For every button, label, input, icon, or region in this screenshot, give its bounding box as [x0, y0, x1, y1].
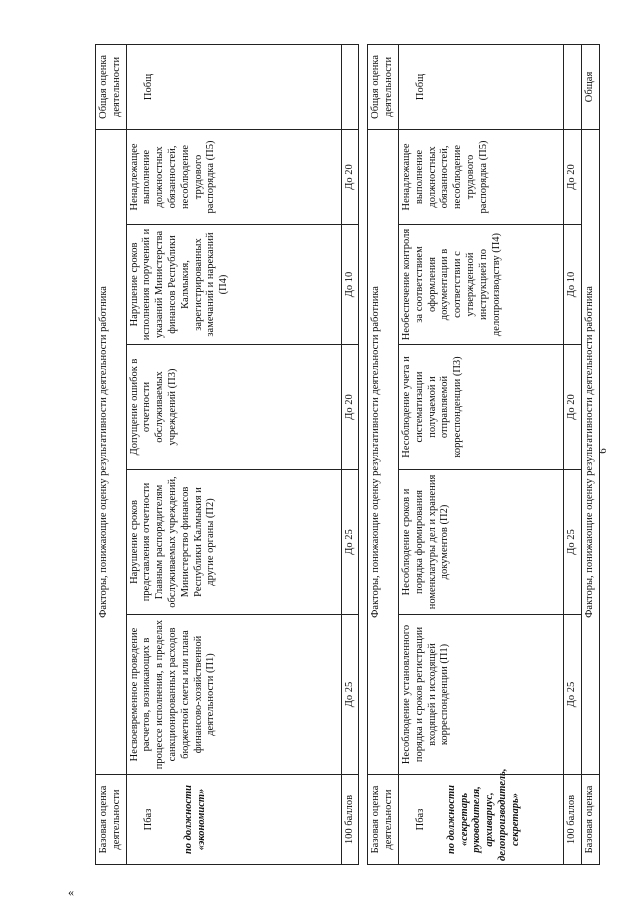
factor-p2: Нарушение сроков представления отчетности Главным распорядителям обслуживаемых учреждений, Министерство финансов Республики Калмыкия и другие органы (П2) [126, 470, 341, 615]
total-header: Общая оценка деятельности [368, 44, 399, 129]
evaluation-table-economist [95, 44, 359, 865]
value-p4: До 10 [563, 225, 581, 345]
base-label: Пбаз [414, 808, 426, 831]
value-p4: До 10 [341, 225, 359, 345]
factor-p1: Несвоевременное проведение расчетов, возникающих в процессе исполнения, в пределах санкционированных расходов бюджетной сметы или плана финансово-хозяйственной деятельности (П1) [126, 615, 341, 775]
total-header: Общая оценка деятельности [96, 44, 127, 129]
base-value: 100 баллов [563, 775, 581, 865]
value-p1: До 25 [563, 615, 581, 775]
factor-p2: Несоблюдение сроков и порядка формирования номенклатуры дел и хранения документов (П2) [398, 470, 563, 615]
total-label: Побщ [142, 73, 154, 101]
base-header: Базовая оценка деятельности [96, 775, 127, 865]
factor-p1: Несоблюдение установленного порядка и сроков регистрации входящей и исходящей корреспонденции (П1) [398, 615, 563, 775]
factors-header: Факторы, понижающие оценку результативности деятельности работника [96, 129, 127, 774]
factor-p3: Допущение ошибок в отчетности обслуживаемых учреждений (П3) [126, 345, 341, 470]
value-total [563, 44, 581, 129]
next-base-header: Базовая оценка [581, 775, 599, 865]
quote-mark: « [68, 885, 74, 899]
next-total-header: Общая [581, 44, 599, 129]
value-p5: До 20 [341, 129, 359, 224]
base-value: 100 баллов [341, 775, 359, 865]
total-cell [398, 44, 563, 129]
total-label: Побщ [414, 73, 426, 101]
base-header: Базовая оценка деятельности [368, 775, 399, 865]
factor-p4: Нарушение сроков исполнения поручений и указаний Министерства финансов Республики Калмыкия, зарегистрированных замечаний и нареканий (П4) [126, 225, 341, 345]
value-p2: До 25 [341, 470, 359, 615]
base-cell [126, 775, 341, 865]
factor-p3: Несоблюдение учета и систематизации получаемой и отправляемой корреспонденции (П3) [398, 345, 563, 470]
factor-p5: Ненадлежащее выполнение должностных обязанностей, несоблюдение трудового распорядка (П5) [398, 129, 563, 224]
page-number: 6 [596, 448, 609, 454]
position-label: по должности «экономист» [183, 784, 208, 855]
factors-header: Факторы, понижающие оценку результативности деятельности работника [368, 129, 399, 774]
value-p2: До 25 [563, 470, 581, 615]
factor-p4: Необеспечение контроля за соответствием оформления документации в соответствии с утвержденной инструкцией по делопроизводству (П4) [398, 225, 563, 345]
next-factors-header: Факторы, понижающие оценку результативности деятельности работника [581, 129, 599, 774]
position-label: по должности «секретарь руководителя, архивариус, делопроизводитель, секретарь» [445, 768, 521, 861]
factor-p5: Ненадлежащее выполнение должностных обязанностей, несоблюдение трудового распорядка (П5) [126, 129, 341, 224]
value-p1: До 25 [341, 615, 359, 775]
total-cell [126, 44, 341, 129]
base-cell [398, 768, 563, 865]
value-p3: До 20 [563, 345, 581, 470]
rotated-page [95, 45, 600, 865]
evaluation-table-secretary [367, 44, 599, 865]
value-p3: До 20 [341, 345, 359, 470]
value-total [341, 44, 359, 129]
base-label: Пбаз [142, 808, 154, 831]
value-p5: До 20 [563, 129, 581, 224]
